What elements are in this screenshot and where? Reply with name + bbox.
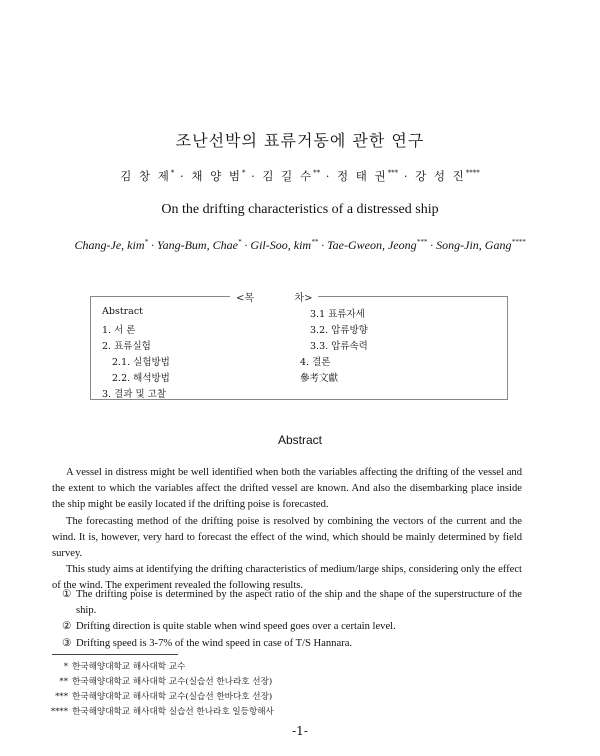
author-en: Gil-Soo, kim (250, 238, 312, 252)
footnote-text: 한국해양대학교 해사대학 실습선 한나라호 일등항해사 (72, 707, 274, 717)
footnote-mark: **** (50, 707, 68, 717)
toc-item[interactable]: 2.1. 실험방법 (112, 357, 170, 368)
footnote (34, 675, 272, 687)
paper-title-english: On the drifting characteristics of a distressed ship (161, 202, 439, 217)
toc-item[interactable]: 4. 결론 (300, 357, 331, 368)
toc-heading (230, 289, 318, 304)
result-item (62, 636, 522, 652)
toc-item[interactable]: 2. 표류실험 (102, 341, 151, 352)
footnote (34, 705, 274, 717)
authors-korean: 김 창 제* · 채 양 범* · 김 길 수** · 정 태 권*** · 강 성 진**** (120, 169, 480, 183)
table-of-contents-box (90, 296, 508, 400)
abstract-body (52, 465, 522, 595)
author-ko: 채 양 범 (191, 169, 242, 183)
abstract-paragraph: This study aims at identifying the drifting characteristics of medium/large ships, considering only the effect of the wind. The experiment revealed the following results. (52, 564, 522, 592)
result-text: Drifting direction is quite stable when wind speed goes over a certain level. (76, 621, 396, 633)
result-text: The drifting poise is determined by the aspect ratio of the ship and the shape of the superstructure of the ship. (76, 589, 522, 617)
author-mark: **** (465, 169, 480, 178)
toc-item[interactable]: 3. 결과 및 고찰 (102, 389, 167, 400)
author-mark: ** (311, 238, 319, 246)
result-item (62, 619, 522, 635)
authors-english: Chang-Je, kim* · Yang-Bum, Chae* · Gil-Soo, kim** · Tae-Gweon, Jeong*** · Song-Jin, Gang**** (74, 238, 526, 252)
author-ko: 강 성 진 (415, 169, 466, 183)
toc-item[interactable]: 3.1 표류자세 (310, 309, 365, 320)
result-mark: ③ (62, 637, 72, 649)
footnote-rule (52, 654, 178, 655)
result-text: Drifting speed is 3-7% of the wind speed in case of T/S Hannara. (76, 637, 353, 649)
abstract-paragraph: The forecasting method of the drifting poise is resolved by combining the vectors of the current and the wind. It is, however, very hard to forecast the effect of the wind, which should be mainly determined by field survey. (52, 515, 522, 560)
author-en: Song-Jin, Gang (436, 238, 512, 252)
abstract-paragraph: A vessel in distress might be well identified when both the variables affecting the drifting of the vessel and the extent to which the variables affect the drifted vessel are known. And also the disembarking place inside the ship might be easily located if the drifting poise is forecasted. (52, 467, 522, 511)
author-ko: 정 태 권 (337, 169, 388, 183)
result-mark: ① (62, 589, 72, 600)
toc-heading-left: <목 (236, 293, 255, 304)
author-en: Tae-Gweon, Jeong (327, 238, 417, 252)
author-mark: * (241, 169, 246, 178)
author-mark: **** (511, 238, 526, 246)
author-mark: *** (387, 169, 399, 178)
toc-item[interactable]: Abstract (102, 306, 143, 317)
toc-item[interactable]: 2.2. 해석방법 (112, 373, 170, 384)
page-number: -1- (292, 724, 308, 738)
footnote (34, 660, 185, 672)
footnote-text: 한국해양대학교 해사대학 교수 (72, 662, 186, 672)
toc-item[interactable]: 1. 서 론 (102, 325, 136, 336)
footnote (34, 690, 272, 702)
footnote-mark: * (63, 662, 68, 672)
footnote-text: 한국해양대학교 해사대학 교수(실습선 한나라호 선장) (72, 677, 273, 687)
toc-item[interactable]: 3.2. 압류방향 (310, 325, 368, 336)
toc-item[interactable]: 參考文獻 (300, 373, 339, 384)
results-list (62, 587, 522, 652)
footnote-text: 한국해양대학교 해사대학 교수(실습선 한바다호 선장) (72, 692, 273, 702)
author-en: Yang-Bum, Chae (157, 238, 238, 252)
result-item (62, 587, 522, 619)
toc-item[interactable]: 3.3. 압류속력 (310, 341, 368, 352)
paper-title-korean: 조난선박의 표류거동에 관한 연구 (175, 131, 425, 150)
footnote-mark: ** (59, 677, 68, 687)
author-mark: ** (313, 169, 321, 178)
author-ko: 김 창 제 (120, 169, 171, 183)
footnote-mark: *** (55, 692, 68, 702)
author-mark: * (144, 238, 149, 246)
author-en: Chang-Je, kim (74, 238, 145, 252)
toc-heading-right: 차> (294, 293, 313, 304)
author-ko: 김 길 수 (262, 169, 314, 183)
author-mark: * (170, 169, 175, 178)
author-mark: * (237, 238, 242, 246)
abstract-heading: Abstract (277, 433, 322, 447)
result-mark: ② (62, 621, 72, 633)
author-mark: *** (416, 238, 428, 246)
